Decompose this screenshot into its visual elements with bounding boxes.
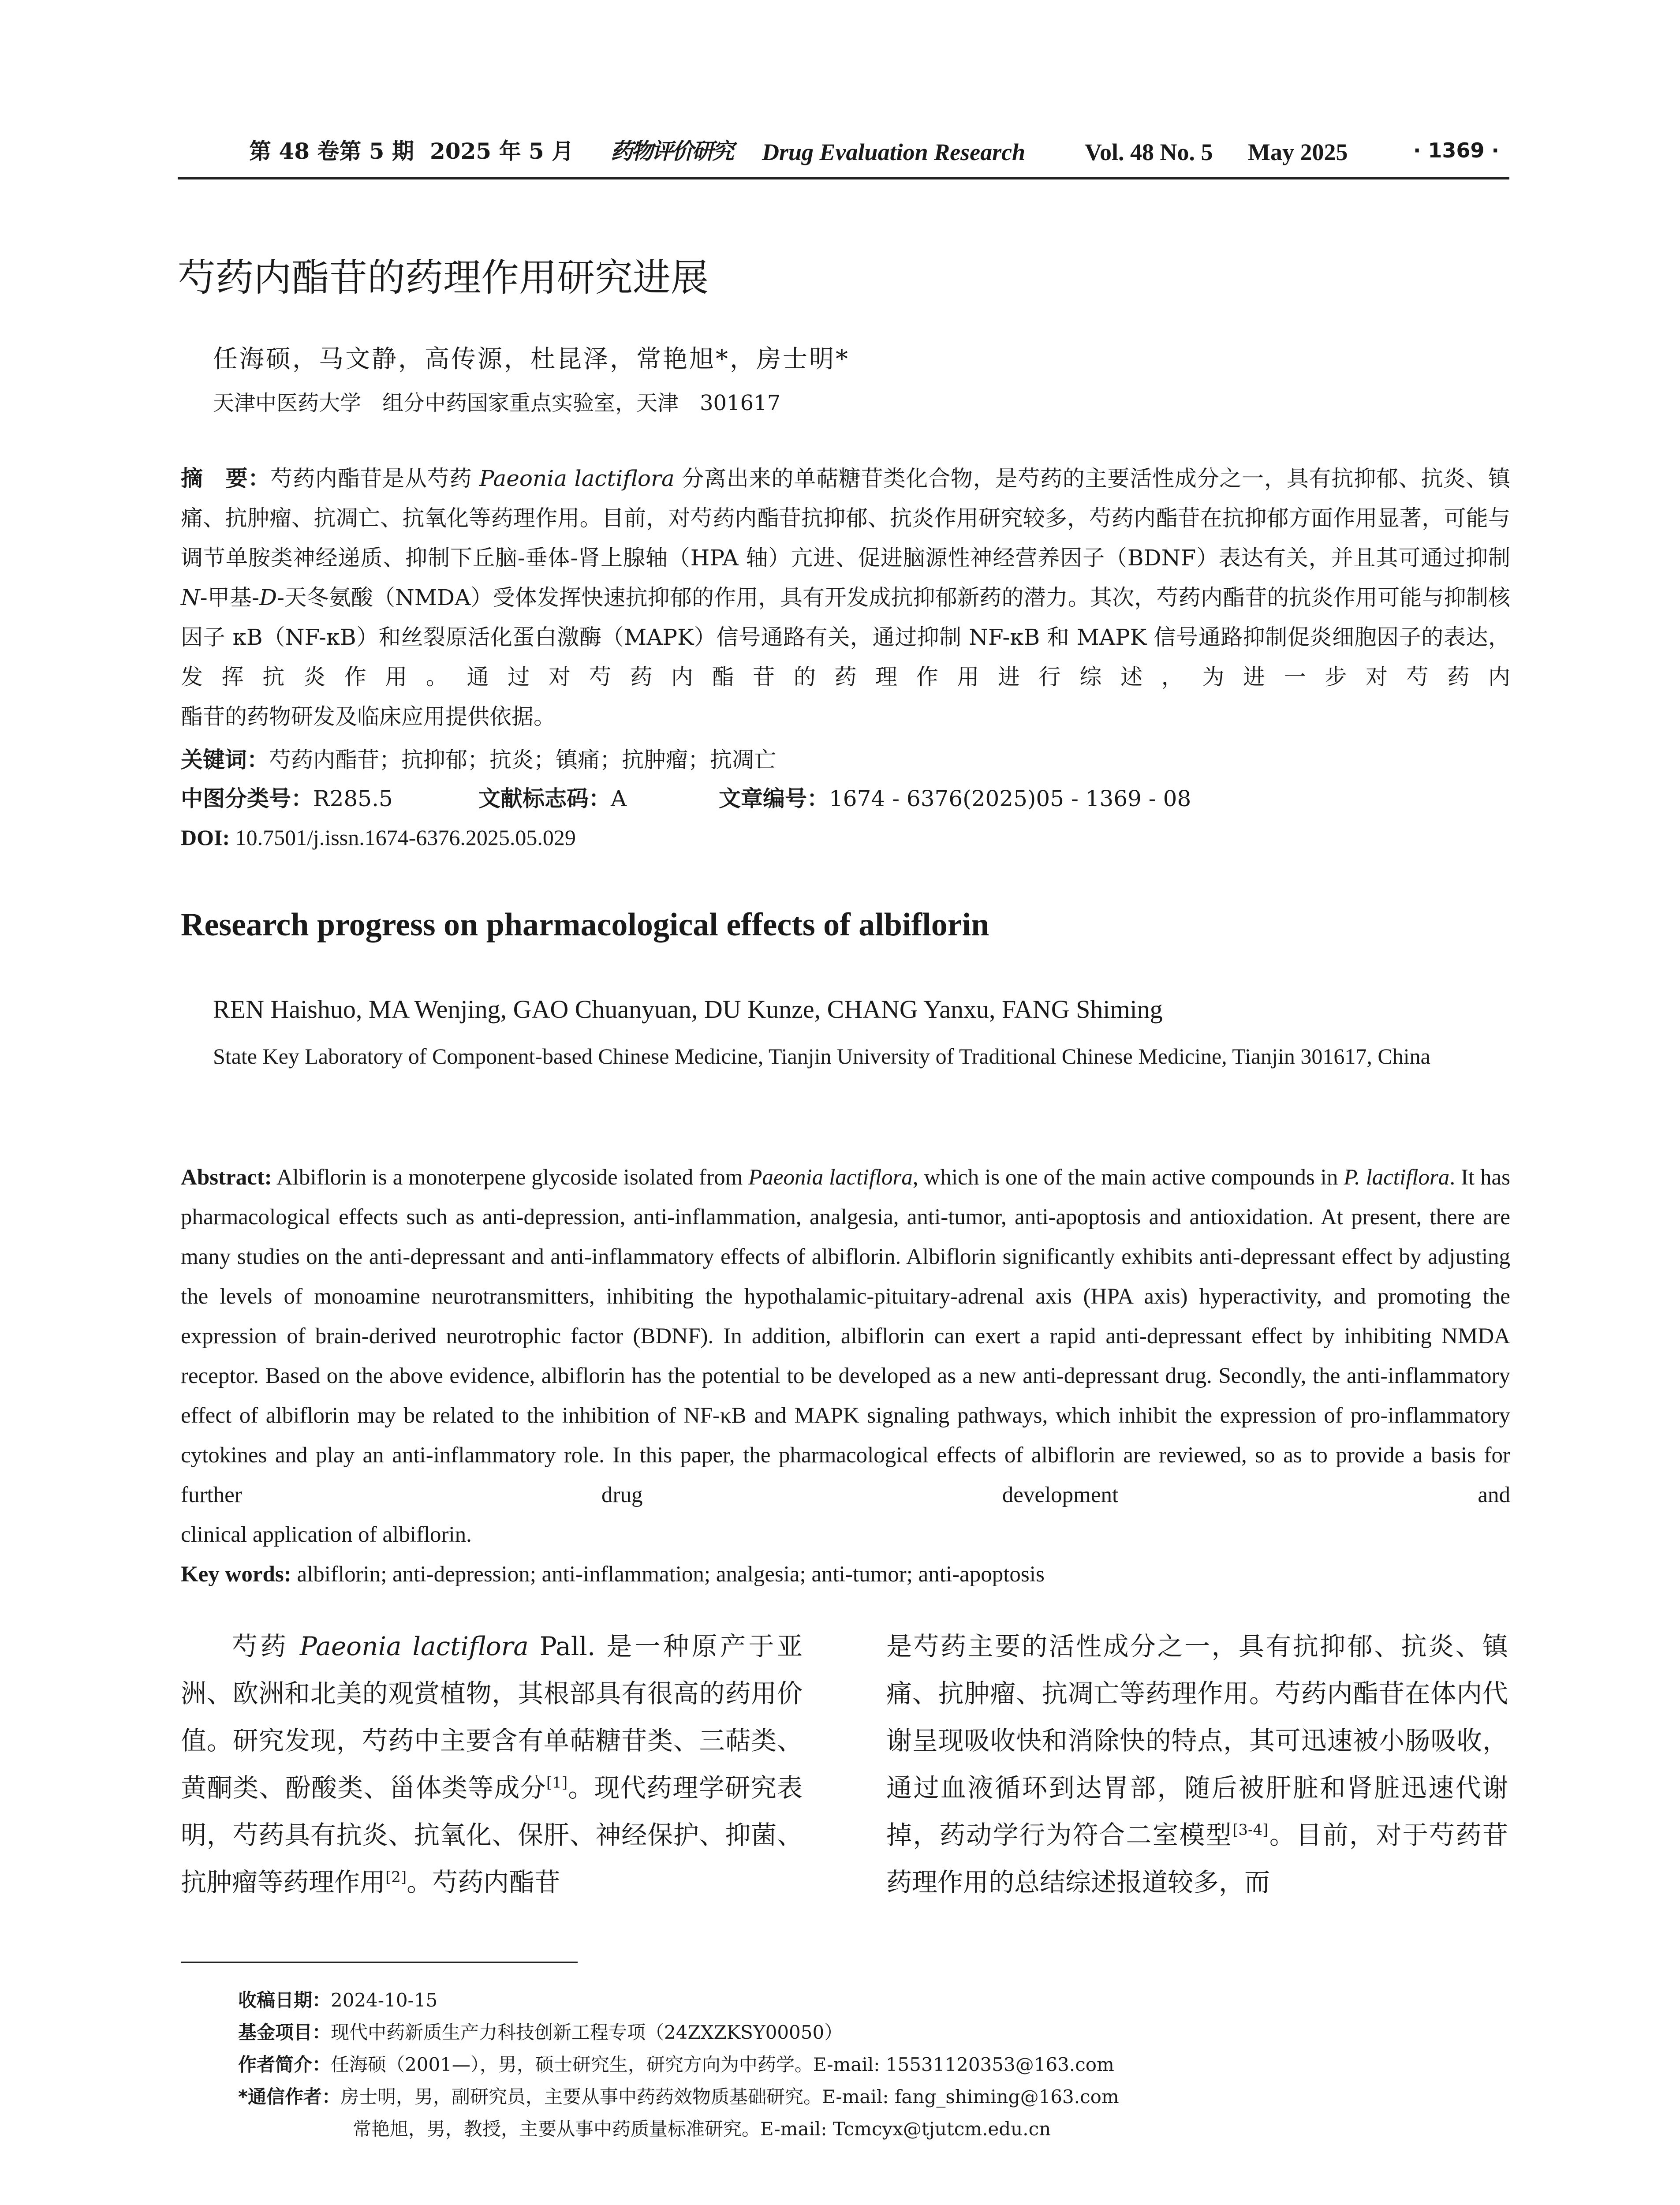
footnote-rule <box>181 1962 578 1963</box>
title-cn: 芍药内酯苷的药理作用研究进展 <box>178 256 709 300</box>
footnote-text: 现代中药新质生产力科技创新工程专项（24ZXZKSY00050） <box>331 2022 843 2043</box>
abstract-en-text: . It has pharmacological effects such as anti-depression, anti-inflammation, analgesia, anti-tumor, anti-apoptosis and antioxidation. At present, there are many studies on the anti-depressant and anti-inflammatory effects of albiflorin. Albiflorin significantly exhibits anti-depressant effect by adjusting the levels of monoamine neurotransmitters, inhibiting the hypothalamic-pituitary-adrenal axis (HPA axis) hyperactivity, and promoting the expression of brain-derived neurotrophic factor (BDNF). In addition, albiflorin can exert a rapid anti-depressant effect by inhibiting NMDA receptor. Based on the above evidence, albiflorin has the potential to be developed as a new anti-depressant drug. Secondly, the anti-inflammatory effect of albiflorin may be related to the inhibition of NF-κB and MAPK signaling pathways, which inhibit the expression of pro-inflammatory cytokines and play an anti-inflammatory role. In this paper, the pharmacological effects of albiflorin are reviewed, so as to provide a basis for further drug development and <box>181 1165 1510 1507</box>
body-column-right <box>886 1623 1508 1906</box>
header-date-cn: 2025 年 5 月 <box>430 138 574 164</box>
body-text: 。目前，对于芍药苷药理作用的总结综述报道较多，而 <box>886 1820 1508 1897</box>
abstract-en-text: , which is one of the main active compounds in <box>912 1165 1344 1190</box>
footnote-received <box>238 1991 437 2010</box>
keywords-en <box>181 1563 1045 1586</box>
body-text: Pall. 是一种原产于亚洲、欧洲和北美的观赏植物，其根部具有很高的药用价值。研究发现，芍药中主要含有单萜糖苷类、三萜类、黄酮类、酚酸类、甾体类等成分 <box>181 1631 803 1803</box>
abstract-cn-text: -甲基- <box>200 585 260 610</box>
footnote-label: 基金项目： <box>238 2022 331 2043</box>
article-no-label: 文章编号： <box>719 786 829 811</box>
body-text: 。现代药理学研究表明，芍药具有抗炎、抗氧化、保肝、神经保护、抑菌、抗肿瘤等药理作用 <box>181 1773 803 1897</box>
header-rule <box>178 177 1509 179</box>
classification-line <box>181 788 393 810</box>
abstract-cn-last-line: 酯苷的药物研发及临床应用提供依据。 <box>181 704 556 729</box>
species-name: Paeonia lactiflora <box>479 466 675 491</box>
footnote-text: 2024-10-15 <box>331 1989 438 2011</box>
abstract-en-last-line: clinical application of albiflorin. <box>181 1522 472 1547</box>
species-name: P. lactiflora <box>1344 1165 1450 1190</box>
citation-ref[interactable]: [3-4] <box>1232 1821 1269 1839</box>
doc-code-value: A <box>611 786 627 811</box>
footnote-text: 任海硕（2001—），男，硕士研究生，研究方向为中药学。E-mail: 15531120353@163.com <box>331 2054 1114 2075</box>
affiliation-en: State Key Laboratory of Component-based Chinese Medicine, Tianjin University of Traditional Chinese Medicine, Tianjin 301617, China <box>213 1044 1430 1069</box>
page-number: · 1369 · <box>1413 138 1500 162</box>
footnote-text: 房士明，男，副研究员，主要从事中药药效物质基础研究。E-mail: fang_shiming@163.com <box>340 2086 1119 2108</box>
keywords-cn-label: 关键词： <box>181 747 269 773</box>
citation-ref[interactable]: [1] <box>546 1774 568 1792</box>
footnote-corresponding-2: 常艳旭，男，教授，主要从事中药质量标准研究。E-mail: Tcmcyx@tjutcm.edu.cn <box>353 2118 1051 2140</box>
footnote-label: 作者简介： <box>238 2054 331 2075</box>
header-volume-en: Vol. 48 No. 5 <box>1085 139 1213 165</box>
species-name: Paeonia lactiflora <box>299 1631 529 1661</box>
doi-line <box>181 826 576 848</box>
keywords-cn <box>181 749 776 771</box>
keywords-en-text: albiflorin; anti-depression; anti-inflammation; analgesia; anti-tumor; anti-apoptosis <box>291 1562 1045 1587</box>
body-column-left <box>181 1623 803 1906</box>
abstract-cn-text: -天冬氨酸（NMDA）受体发挥快速抗抑郁的作用，具有开发成抗抑郁新药的潜力。其次，芍药内酯苷的抗炎作用可能与抑制核因子 κB（NF-κB）和丝裂原活化蛋白激酶（MAPK）信号通路有关，通过抑制 NF-κB 和 MAPK 信号通路抑制促炎细胞因子的表达，发挥抗炎作用。通过对芍药内酯苷的药理作用进行综述，为进一步对芍药内 <box>181 585 1510 690</box>
abstract-cn-text: 芍药内酯苷是从芍药 <box>270 466 480 491</box>
title-en: Research progress on pharmacological effects of albiflorin <box>181 907 989 943</box>
italic-letter: D <box>259 585 277 610</box>
authors-cn: 任海硕，马文静，高传源，杜昆泽，常艳旭*，房士明* <box>213 345 850 374</box>
abstract-cn-text: 分离出来的单萜糖苷类化合物，是芍药的主要活性成分之一，具有抗抑郁、抗炎、镇痛、抗肿瘤、抗凋亡、抗氧化等药理作用。目前，对芍药内酯苷抗抑郁、抗炎作用研究较多，芍药内酯苷在抗抑郁方面作用显著，可能与调节单胺类神经递质、抑制下丘脑-垂体-肾上腺轴（HPA 轴）亢进、促进脑源性神经营养因子（BDNF）表达有关，并且其可通过抑制 <box>181 466 1510 571</box>
authors-en: REN Haishuo, MA Wenjing, GAO Chuanyuan, DU Kunze, CHANG Yanxu, FANG Shiming <box>213 995 1163 1024</box>
document-code <box>478 788 627 810</box>
footnote-corresponding <box>238 2088 1119 2106</box>
article-number <box>719 788 1191 810</box>
footnote-author <box>238 2056 1114 2074</box>
affiliation-cn: 天津中医药大学 组分中药国家重点实验室，天津 301617 <box>213 391 781 415</box>
footnote-fund <box>238 2023 843 2042</box>
species-name: Paeonia lactiflora <box>748 1165 913 1190</box>
abstract-en-text: Albiflorin is a monoterpene glycoside isolated from <box>272 1165 749 1190</box>
citation-ref[interactable]: [2] <box>385 1868 407 1886</box>
abstract-cn-label: 摘 要： <box>181 466 271 491</box>
clc-label: 中图分类号： <box>181 786 313 811</box>
journal-logo: 药物评价研究 <box>611 138 732 164</box>
article-no-value: 1674 - 6376(2025)05 - 1369 - 08 <box>829 786 1191 811</box>
body-text: 是芍药主要的活性成分之一，具有抗抑郁、抗炎、镇痛、抗肿瘤、抗凋亡等药理作用。芍药内酯苷在体内代谢呈现吸收快和消除快的特点，其可迅速被小肠吸收，通过血液循环到达胃部，随后被肝脏和肾脏迅速代谢掉，药动学行为符合二室模型 <box>886 1631 1508 1850</box>
header-journal-en: Drug Evaluation Research <box>762 139 1026 165</box>
body-text: 芍药 <box>232 1631 300 1661</box>
abstract-en-label: Abstract: <box>181 1165 272 1190</box>
footnote-label: *通信作者： <box>238 2086 340 2108</box>
body-text: 。芍药内酯苷 <box>407 1867 560 1897</box>
doc-code-label: 文献标志码： <box>478 786 611 811</box>
abstract-en <box>181 1158 1510 1555</box>
doi-label: DOI: <box>181 825 230 850</box>
header-issue-cn: 第 48 卷第 5 期 <box>249 138 414 164</box>
clc-value: R285.5 <box>313 786 393 811</box>
keywords-en-label: Key words: <box>181 1562 291 1587</box>
doi-value: 10.7501/j.issn.1674-6376.2025.05.029 <box>235 825 576 850</box>
footnote-label: 收稿日期： <box>238 1989 331 2011</box>
abstract-cn <box>181 459 1510 736</box>
header-date-en: May 2025 <box>1248 139 1348 165</box>
italic-letter: N <box>181 585 200 610</box>
keywords-cn-text: 芍药内酯苷；抗抑郁；抗炎；镇痛；抗肿瘤；抗凋亡 <box>269 747 776 773</box>
